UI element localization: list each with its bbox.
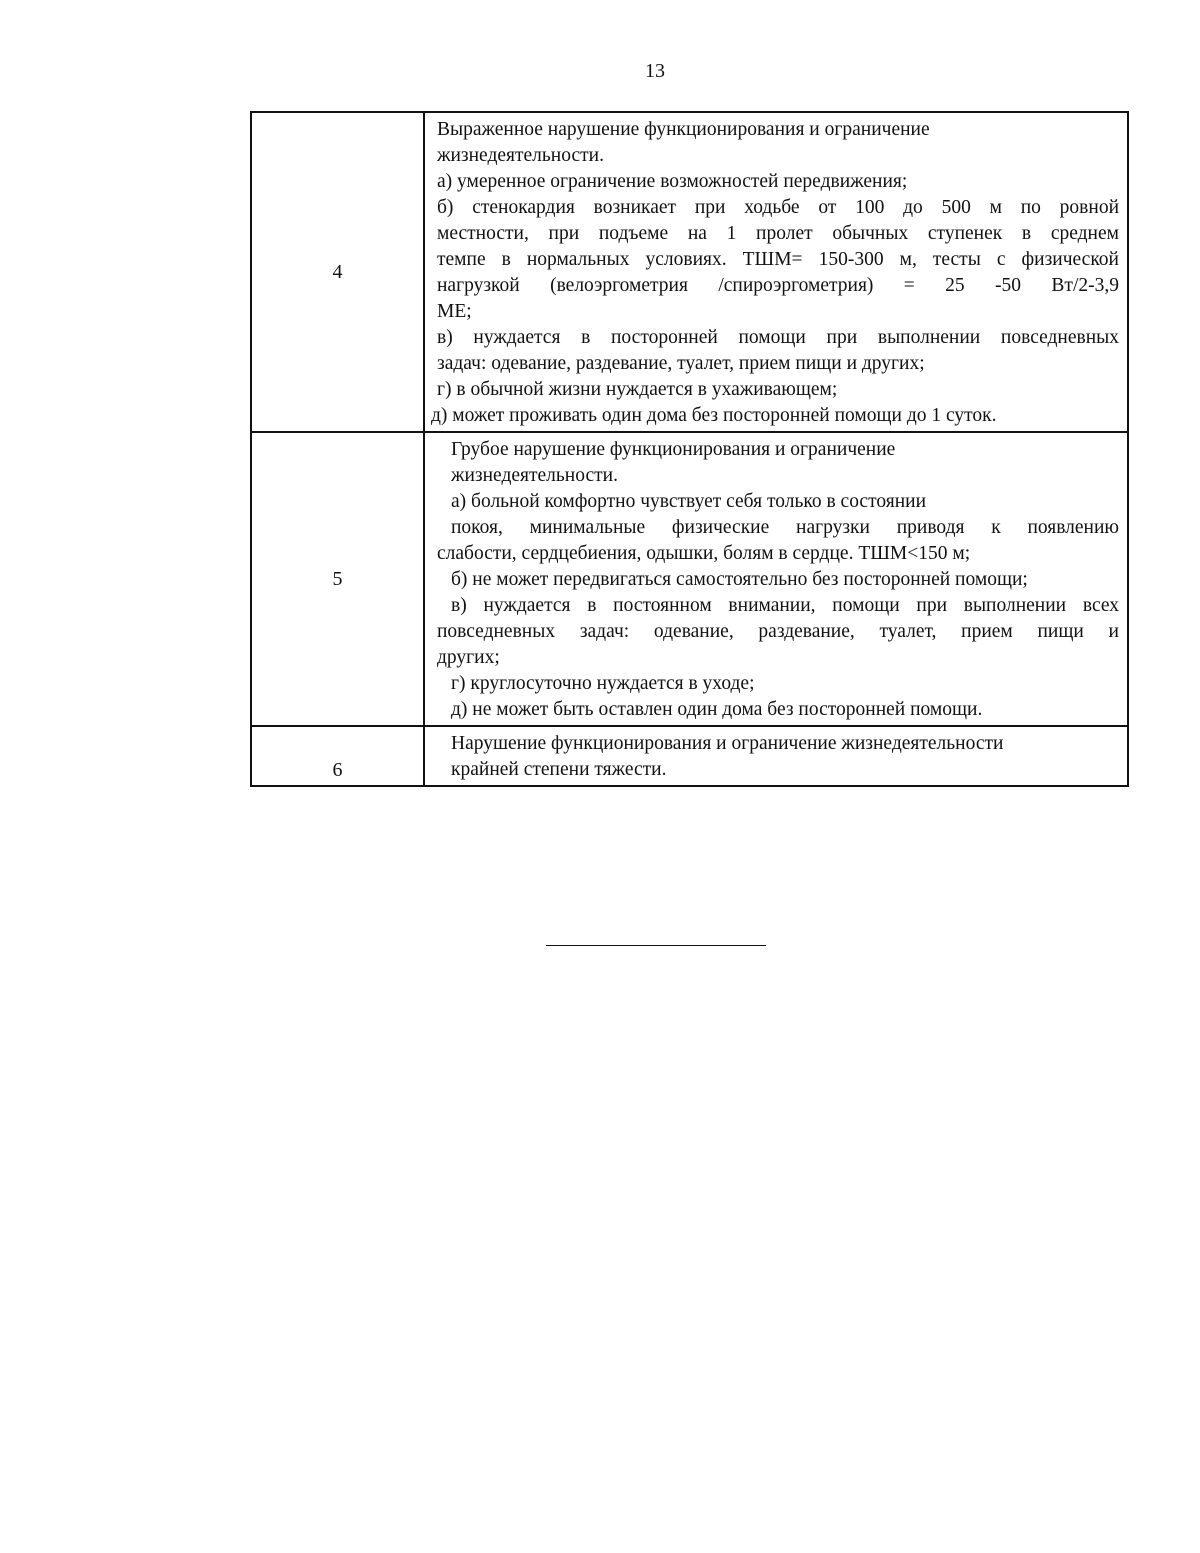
page-number: 13 (645, 60, 665, 82)
description-line: г) в обычной жизни нуждается в ухаживающем; (437, 379, 838, 400)
description-line: б) стенокардия возникает при ходьбе от 100 до 500 м по ровной (437, 197, 1119, 218)
level-number: 6 (332, 759, 343, 781)
description-line: Выраженное нарушение функционирования и ограничение (437, 119, 930, 140)
table-row (251, 432, 1128, 726)
level-number: 5 (332, 568, 343, 590)
description-line: д) не может быть оставлен один дома без посторонней помощи. (451, 699, 983, 720)
description-cell (424, 726, 1128, 786)
table-row (251, 112, 1128, 432)
description-line: крайней степени тяжести. (451, 759, 667, 780)
description-line: б) не может передвигаться самостоятельно без посторонней помощи; (451, 569, 1028, 590)
description-line: повседневных задач: одевание, раздевание, туалет, прием пищи и (437, 621, 1119, 642)
level-cell (251, 726, 424, 786)
description-line: г) круглосуточно нуждается в уходе; (451, 673, 755, 694)
description-line: задач: одевание, раздевание, туалет, прием пищи и других; (437, 353, 925, 374)
description-line: местности, при подъеме на 1 пролет обычных ступенек в среднем (437, 223, 1119, 244)
description-line: д) может проживать один дома без посторонней помощи до 1 суток. (431, 405, 997, 426)
description-cell (424, 432, 1128, 726)
description-line: МЕ; (437, 301, 472, 322)
description-line: Грубое нарушение функционирования и ограничение (451, 439, 896, 460)
description-line: покоя, минимальные физические нагрузки приводя к появлению (451, 517, 1119, 538)
level-cell (251, 432, 424, 726)
description-line: нагрузкой (велоэргометрия /спироэргометрия) = 25 -50 Вт/2-3,9 (437, 275, 1119, 296)
description-line: а) умеренное ограничение возможностей передвижения; (437, 171, 908, 192)
level-number: 4 (332, 261, 343, 283)
description-line: в) нуждается в постоянном внимании, помощи при выполнении всех (451, 595, 1119, 616)
description-line: темпе в нормальных условиях. ТШМ= 150-300 м, тесты с физической (437, 249, 1119, 270)
level-cell (251, 112, 424, 432)
description-line: слабости, сердцебиения, одышки, болям в сердце. ТШМ<150 м; (437, 543, 971, 564)
description-line: жизнедеятельности. (437, 145, 604, 166)
description-line: других; (437, 647, 500, 668)
description-line: Нарушение функционирования и ограничение жизнедеятельности (451, 733, 1004, 754)
description-line: жизнедеятельности. (451, 465, 618, 486)
end-divider (546, 945, 766, 946)
description-line: в) нуждается в посторонней помощи при выполнении повседневных (437, 327, 1119, 348)
description-line: а) больной комфортно чувствует себя только в состоянии (451, 491, 926, 512)
severity-table (250, 111, 1129, 787)
table-row (251, 726, 1128, 786)
description-cell (424, 112, 1128, 432)
